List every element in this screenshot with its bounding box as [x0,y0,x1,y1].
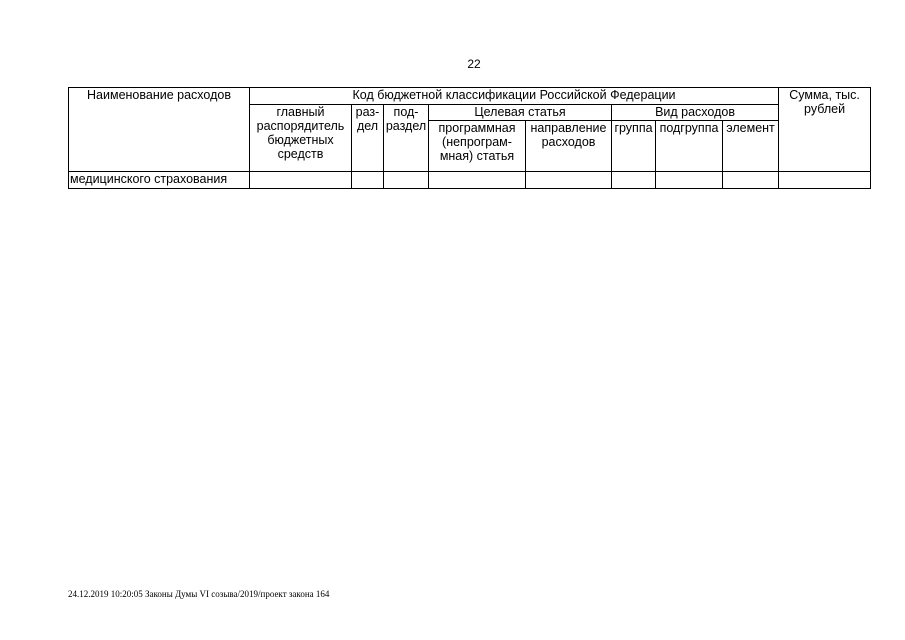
header-target-article: Целевая статья [429,105,612,121]
cell-subsection [384,172,429,189]
budget-classification-table [68,87,871,189]
document-footer: 24.12.2019 10:20:05 Законы Думы VI созыва/2019/проект закона 164 [68,589,330,599]
header-sum: Сумма, тыс. рублей [779,88,871,172]
header-chief-manager: главный распорядитель бюджетных средств [250,105,352,172]
cell-subgroup [656,172,723,189]
header-name-of-expenses: Наименование расходов [69,88,250,172]
cell-chief-manager [250,172,352,189]
cell-expense-direction [526,172,612,189]
cell-name: медицинского страхования [69,172,250,189]
header-section: раз- дел [352,105,384,172]
header-subsection: под- раздел [384,105,429,172]
cell-section [352,172,384,189]
table-row [69,172,871,189]
header-subgroup: подгруппа [656,121,723,172]
header-expense-direction: направление расходов [526,121,612,172]
cell-group [612,172,656,189]
header-row-1 [69,88,871,105]
header-expense-type: Вид расходов [612,105,779,121]
page-number: 22 [467,57,481,71]
cell-program-article [429,172,526,189]
cell-sum [779,172,871,189]
header-budget-code: Код бюджетной классификации Российской Федерации [250,88,779,105]
header-element: элемент [723,121,779,172]
cell-element [723,172,779,189]
header-program-article: программная (непрограм- мная) статья [429,121,526,172]
header-group: группа [612,121,656,172]
